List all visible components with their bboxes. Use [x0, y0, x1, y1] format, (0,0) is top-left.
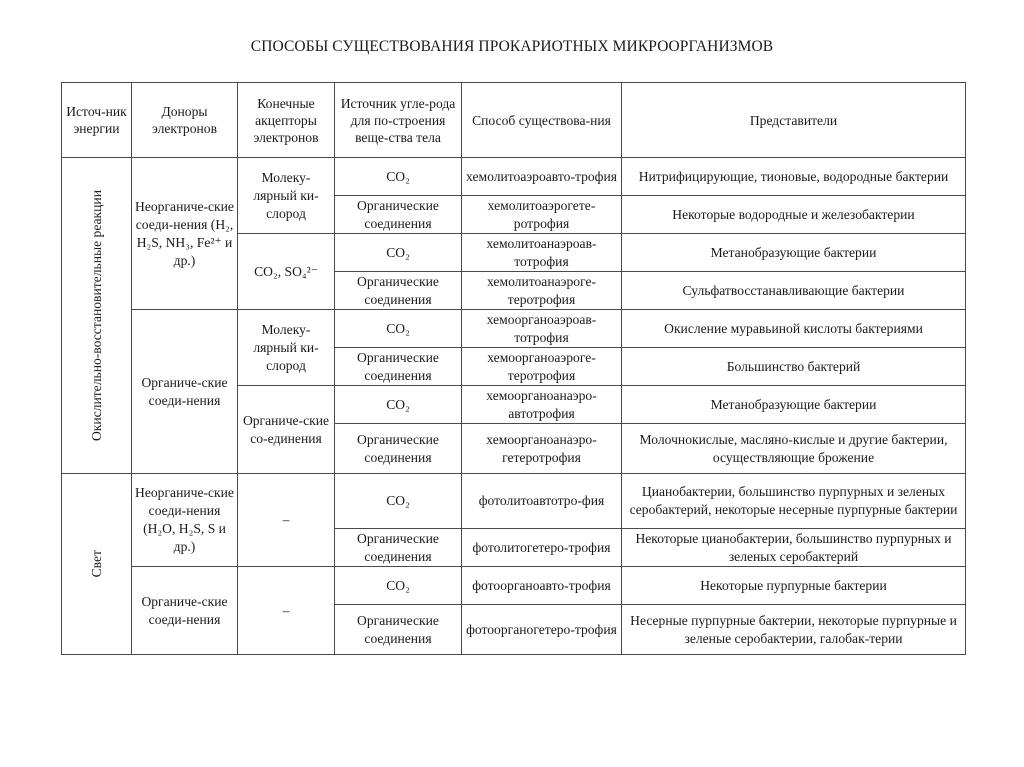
- energy-source-redox: Окислительно-восстановительные реакции: [62, 158, 132, 474]
- donor-cell: Органиче-ские соеди-нения: [132, 567, 238, 655]
- carbon-source-cell: CO₂: [335, 474, 462, 529]
- header-electron-acceptors: Конечные акцепторы электронов: [238, 83, 335, 158]
- mode-cell: фотоорганогетеро-трофия: [462, 605, 622, 655]
- representatives-cell: Нитрифицирующие, тионовые, водородные бактерии: [622, 158, 966, 196]
- mode-cell: хемоорганоанаэро-автотрофия: [462, 386, 622, 424]
- donor-cell: Неорганиче-ские соеди-нения (H₂O, H₂S, S и др.): [132, 474, 238, 567]
- donor-cell: Неорганиче-ские соеди-нения (H₂, H₂S, NH₃, Fe²⁺ и др.): [132, 158, 238, 310]
- mode-cell: хемоорганоанаэро-гетеротрофия: [462, 424, 622, 474]
- representatives-cell: Сульфатвосстанавливающие бактерии: [622, 272, 966, 310]
- table-row: [62, 158, 966, 196]
- mode-cell: фотоорганоавто-трофия: [462, 567, 622, 605]
- carbon-source-cell: Органические соединения: [335, 348, 462, 386]
- carbon-source-cell: Органические соединения: [335, 529, 462, 567]
- energy-source-light: Свет: [62, 474, 132, 655]
- header-electron-donors: Доноры электронов: [132, 83, 238, 158]
- mode-cell: фотолитогетеро-трофия: [462, 529, 622, 567]
- acceptor-cell: Органиче-ские со-единения: [238, 386, 335, 474]
- carbon-source-cell: Органические соединения: [335, 196, 462, 234]
- carbon-source-cell: CO₂: [335, 567, 462, 605]
- table-row: [62, 567, 966, 605]
- mode-cell: хемолитоанаэроге-теротрофия: [462, 272, 622, 310]
- prokaryote-modes-table: [61, 82, 966, 655]
- representatives-cell: Молочнокислые, масляно-кислые и другие бактерии, осуществляющие брожение: [622, 424, 966, 474]
- acceptor-cell: –: [238, 474, 335, 567]
- representatives-cell: Окисление муравьиной кислоты бактериями: [622, 310, 966, 348]
- mode-cell: хемолитоанаэроав-тотрофия: [462, 234, 622, 272]
- representatives-cell: Метанобразующие бактерии: [622, 234, 966, 272]
- carbon-source-cell: CO₂: [335, 234, 462, 272]
- representatives-cell: Большинство бактерий: [622, 348, 966, 386]
- representatives-cell: Некоторые водородные и железобактерии: [622, 196, 966, 234]
- mode-cell: хемоорганоаэроав-тотрофия: [462, 310, 622, 348]
- donor-cell: Органиче-ские соеди-нения: [132, 310, 238, 474]
- carbon-source-cell: CO₂: [335, 386, 462, 424]
- header-representatives: Представители: [622, 83, 966, 158]
- mode-cell: хемолитоаэрогете-ротрофия: [462, 196, 622, 234]
- representatives-cell: Некоторые цианобактерии, большинство пурпурных и зеленых серобактерий: [622, 529, 966, 567]
- carbon-source-cell: CO₂: [335, 310, 462, 348]
- carbon-source-cell: Органические соединения: [335, 605, 462, 655]
- page-title: СПОСОБЫ СУЩЕСТВОВАНИЯ ПРОКАРИОТНЫХ МИКРООРГАНИЗМОВ: [250, 38, 774, 55]
- carbon-source-cell: Органические соединения: [335, 424, 462, 474]
- table-row: [62, 474, 966, 529]
- header-row: [62, 83, 966, 158]
- carbon-source-cell: Органические соединения: [335, 272, 462, 310]
- carbon-source-cell: CO₂: [335, 158, 462, 196]
- header-mode-of-existence: Способ существова-ния: [462, 83, 622, 158]
- acceptor-cell: Молеку-лярный ки-слород: [238, 158, 335, 234]
- header-carbon-source: Источник угле-рода для по-строения веще-ства тела: [335, 83, 462, 158]
- header-energy-source: Источ-ник энергии: [62, 83, 132, 158]
- table-row: [62, 310, 966, 348]
- representatives-cell: Некоторые пурпурные бактерии: [622, 567, 966, 605]
- mode-cell: хемоорганоаэроге-теротрофия: [462, 348, 622, 386]
- acceptor-cell: –: [238, 567, 335, 655]
- representatives-cell: Метанобразующие бактерии: [622, 386, 966, 424]
- acceptor-cell: CO₂, SO₄²⁻: [238, 234, 335, 310]
- mode-cell: фотолитоавтотро-фия: [462, 474, 622, 529]
- representatives-cell: Цианобактерии, большинство пурпурных и зеленых серобактерий, некоторые несерные пурпурные бактерии: [622, 474, 966, 529]
- acceptor-cell: Молеку-лярный ки-слород: [238, 310, 335, 386]
- representatives-cell: Несерные пурпурные бактерии, некоторые пурпурные и зеленые серобактерии, галобак-терии: [622, 605, 966, 655]
- mode-cell: хемолитоаэроавто-трофия: [462, 158, 622, 196]
